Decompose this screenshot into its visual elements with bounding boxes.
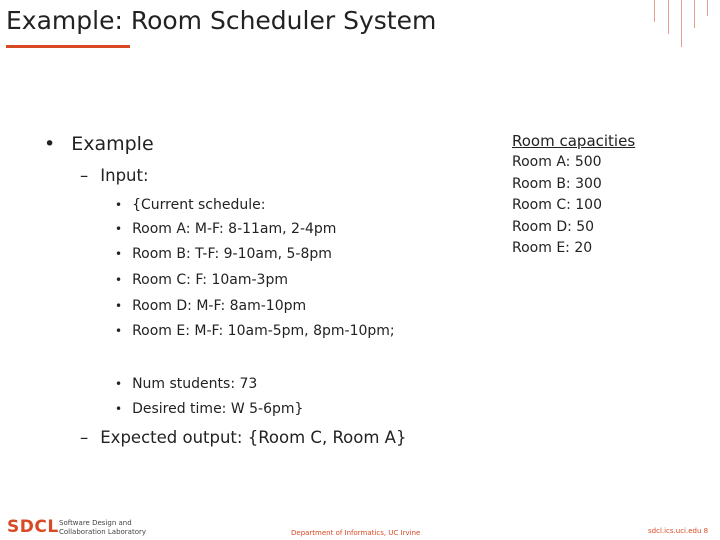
bullet-expected-output <box>80 428 406 447</box>
capacity-item: Room A: 500 <box>512 154 602 170</box>
list-item-text: Desired time: W 5-6pm} <box>132 401 304 417</box>
list-item <box>115 221 336 237</box>
bullet-icon: • <box>115 299 123 313</box>
list-item <box>115 272 288 288</box>
capacity-item: Room B: 300 <box>512 176 602 192</box>
list-item <box>115 376 257 392</box>
list-item-text: Num students: 73 <box>132 376 258 392</box>
bullet-icon: • <box>44 133 56 155</box>
list-item <box>115 246 332 262</box>
list-item-text: Room E: M-F: 10am-5pm, 8pm-10pm; <box>132 323 395 339</box>
capacity-item: Room D: 50 <box>512 219 595 235</box>
list-item <box>115 298 306 314</box>
decorative-line <box>694 0 695 28</box>
title-underline <box>6 45 130 48</box>
bullet-text: Expected output: {Room C, Room A} <box>100 428 407 447</box>
decorative-line <box>681 0 682 47</box>
lab-name-line: Collaboration Laboratory <box>59 528 147 536</box>
list-item-text: Room B: T-F: 9-10am, 5-8pm <box>132 246 332 262</box>
lab-name <box>59 519 146 537</box>
sdcl-logo: SDCL <box>7 517 59 537</box>
decorative-line <box>654 0 655 22</box>
bullet-icon: • <box>115 198 123 212</box>
list-item-text: Room D: M-F: 8am-10pm <box>132 298 307 314</box>
bullet-icon: • <box>115 402 123 416</box>
list-item <box>115 401 303 417</box>
capacity-item: Room C: 100 <box>512 197 602 213</box>
bullet-icon: • <box>115 222 123 236</box>
list-item-text: Room A: M-F: 8-11am, 2-4pm <box>132 221 337 237</box>
bullet-icon: • <box>115 273 123 287</box>
site-and-page-number: sdcl.ics.uci.edu 8 <box>648 527 709 535</box>
capacities-header: Room capacities <box>512 132 636 150</box>
bullet-text: Input: <box>100 166 149 185</box>
list-item <box>115 323 395 339</box>
list-item-text: Room C: F: 10am-3pm <box>132 272 288 288</box>
bullet-example <box>44 133 154 155</box>
decorative-line <box>707 0 708 16</box>
list-item <box>115 197 265 213</box>
dash-icon: – <box>80 166 89 185</box>
dash-icon: – <box>80 428 89 447</box>
bullet-icon: • <box>115 377 123 391</box>
capacity-item: Room E: 20 <box>512 240 593 256</box>
bullet-icon: • <box>115 247 123 261</box>
department-label: Department of Informatics, UC Irvine <box>291 529 421 537</box>
bullet-text: Example <box>71 133 154 155</box>
bullet-input <box>80 166 149 185</box>
slide-title: Example: Room Scheduler System <box>6 6 437 35</box>
decorative-line <box>668 0 669 34</box>
bullet-icon: • <box>115 324 123 338</box>
list-item-text: {Current schedule: <box>132 197 266 213</box>
lab-name-line: Software Design and <box>59 519 132 527</box>
